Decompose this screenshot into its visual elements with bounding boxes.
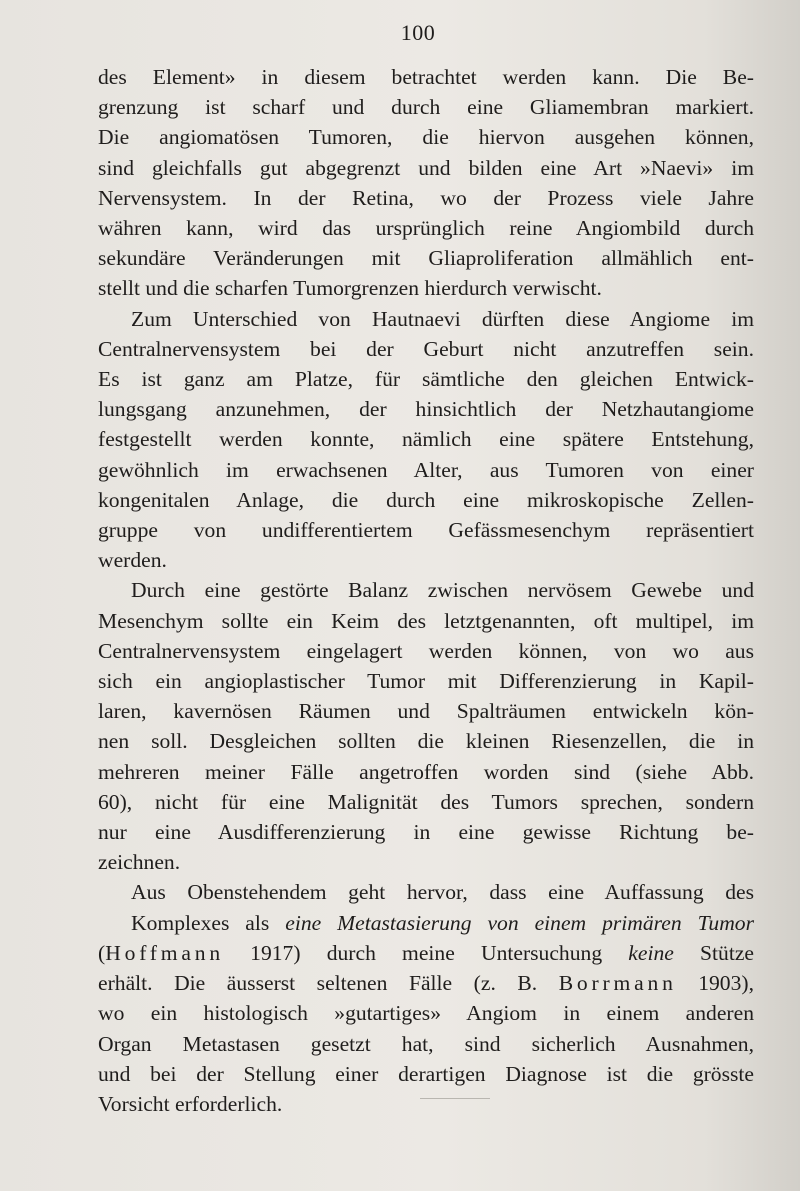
text-line: kongenitalen Anlage, die durch eine mikroskopische Zellen-: [98, 487, 754, 512]
text-line: [98, 968, 754, 998]
emphasis-text: keine: [628, 940, 674, 965]
text-line: des Element» in diesem betrachtet werden kann. Die Be-: [98, 65, 754, 89]
paragraph: [98, 62, 754, 304]
text-line: währen kann, wird das ursprünglich reine Angiombild durch: [98, 216, 754, 241]
text-line: nen soll. Desgleichen sollten die kleinen Riesenzellen, die in: [98, 729, 754, 754]
bottom-rule: [420, 1098, 490, 1099]
text-line: gewöhnlich im erwachsenen Alter, aus Tumoren von einer: [98, 457, 754, 482]
text-line: Centralnervensystem bei der Geburt nicht anzutreffen sein.: [98, 336, 754, 361]
author-name: Borrmann: [558, 971, 677, 996]
text-line: Aus Obenstehendem geht hervor, dass eine Auffassung des: [131, 880, 754, 905]
text-line: [98, 908, 754, 938]
text-segment: 1903),: [676, 971, 754, 996]
text-line: Die angiomatösen Tumoren, die hiervon ausgehen können,: [98, 125, 754, 150]
text-line: Es ist ganz am Platze, für sämtliche den gleichen Entwick-: [98, 367, 754, 392]
paragraph: [98, 304, 754, 576]
text-line: sich ein angioplastischer Tumor mit Differenzierung in Kapil-: [98, 669, 754, 694]
paragraph-group: [98, 62, 754, 877]
text-line: Durch eine gestörte Balanz zwischen nervösem Gewebe und: [131, 578, 754, 603]
text-segment: Stütze: [673, 940, 755, 965]
text-line: Mesenchym sollte ein Keim des letztgenannten, oft multipel, im: [98, 608, 754, 633]
text-line: gruppe von undifferentiertem Gefässmesenchym repräsentiert: [98, 518, 754, 543]
text-line: Organ Metastasen gesetzt hat, sind sicherlich Ausnahmen,: [98, 1031, 754, 1056]
text-line: festgestellt werden konnte, nämlich eine spätere Entstehung,: [98, 427, 754, 452]
text-line: stellt und die scharfen Tumorgrenzen hierdurch verwischt.: [98, 276, 602, 301]
text-line: 60), nicht für eine Malignität des Tumors sprechen, sondern: [98, 789, 754, 814]
emphasis-text: eine Metastasierung von einem primären Tumor: [285, 910, 754, 935]
text-line: [98, 938, 754, 968]
author-name: Hoffmann: [105, 940, 224, 965]
body-text: [98, 62, 754, 1119]
text-line: grenzung ist scharf und durch eine Gliamembran markiert.: [98, 95, 754, 120]
text-line: sekundäre Veränderungen mit Gliaproliferation allmählich ent-: [98, 246, 754, 271]
text-line: Vorsicht erforderlich.: [98, 1091, 283, 1116]
text-line: werden.: [98, 548, 167, 573]
text-line: wo ein histologisch »gutartiges» Angiom in einem anderen: [98, 1001, 754, 1026]
text-line: Nervensystem. In der Retina, wo der Prozess viele Jahre: [98, 185, 754, 210]
text-line: zeichnen.: [98, 850, 181, 875]
paragraph-conclusion: [98, 877, 754, 1119]
text-line: sind gleichfalls gut abgegrenzt und bilden eine Art »Naevi» im: [98, 155, 754, 180]
paragraph: [98, 575, 754, 877]
text-segment: erhält. Die äusserst seltenen Fälle (z. B.: [98, 971, 559, 996]
text-segment: 1917) durch meine Untersuchung: [223, 940, 629, 965]
text-line: laren, kavernösen Räumen und Spalträumen entwickeln kön-: [98, 699, 754, 724]
text-line: nur eine Ausdifferenzierung in eine gewisse Richtung be-: [98, 820, 754, 845]
text-line: lungsgang anzunehmen, der hinsichtlich der Netzhautangiome: [98, 397, 754, 422]
text-line: Centralnervensystem eingelagert werden können, von wo aus: [98, 638, 754, 663]
text-line: mehreren meiner Fälle angetroffen worden sind (siehe Abb.: [98, 759, 754, 784]
text-segment: (: [98, 940, 106, 965]
text-segment: Komplexes als: [131, 910, 286, 935]
text-line: und bei der Stellung einer derartigen Diagnose ist die grösste: [98, 1061, 754, 1086]
text-line: Zum Unterschied von Hautnaevi dürften diese Angiome im: [131, 306, 754, 331]
page-number: 100: [400, 20, 436, 45]
